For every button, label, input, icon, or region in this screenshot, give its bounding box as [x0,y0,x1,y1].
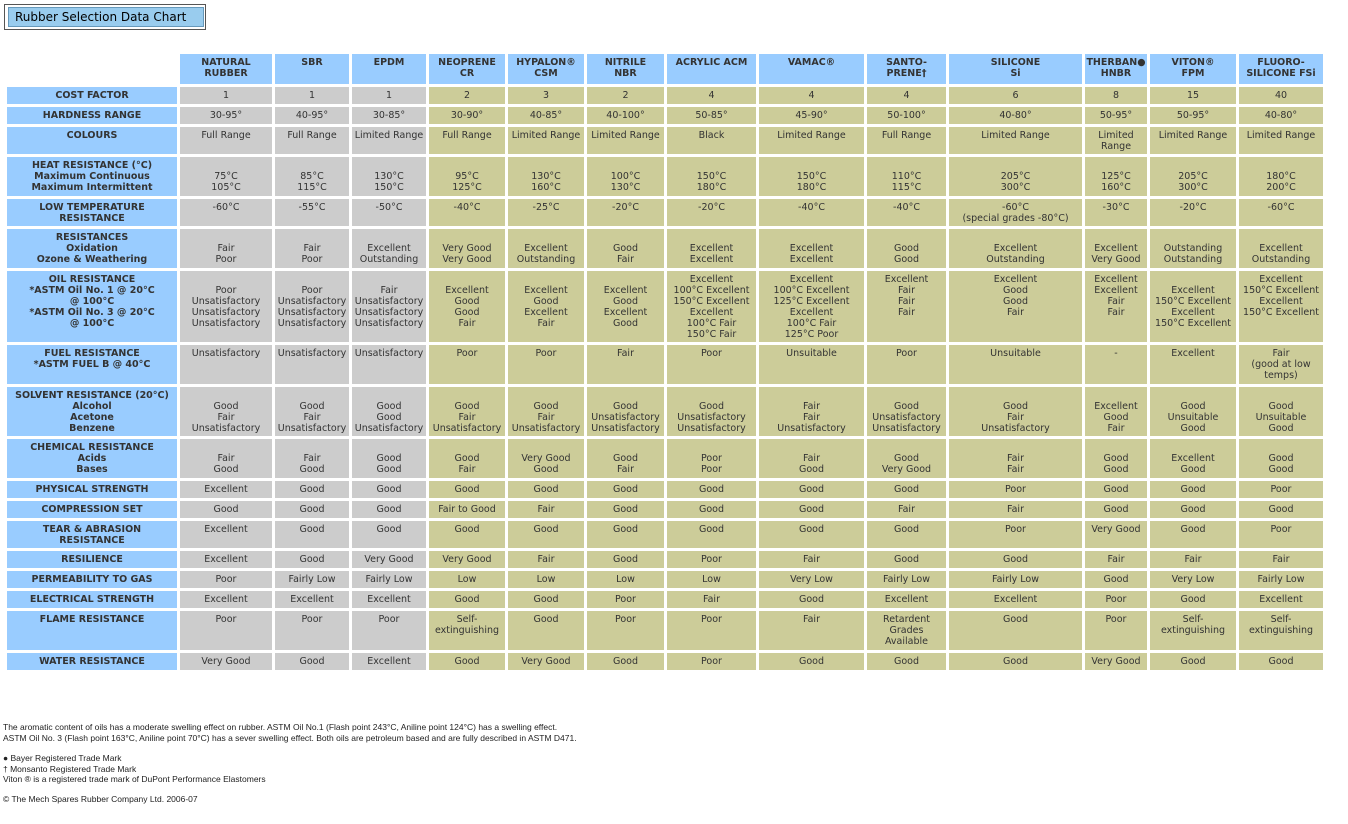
table-cell: Poor [587,591,664,608]
table-cell: Poor [949,481,1082,498]
table-cell: 205°C 300°C [949,157,1082,196]
table-cell: 110°C 115°C [867,157,946,196]
table-cell: Excellent 150°C Excellent Excellent 150°C Excellent [1150,271,1236,342]
table-cell: 1 [275,87,349,104]
table-cell: Fair [949,501,1082,518]
table-body [7,87,1323,670]
table-cell: -55°C [275,199,349,226]
row-label: HEAT RESISTANCE (°C) Maximum Continuous Maximum Intermittent [7,157,177,196]
table-cell: Good [1150,591,1236,608]
row-label: RESILIENCE [7,551,177,568]
table-cell: Good [352,481,426,498]
table-cell: Fairly Low [275,571,349,588]
table-cell: Fair Good [759,439,864,478]
table-cell: Poor Poor [667,439,756,478]
table-cell: Excellent Good Fair [1085,387,1147,436]
trademark-monsanto: † Monsanto Registered Trade Mark [3,763,137,774]
table-cell: Good [587,501,664,518]
table-cell: 6 [949,87,1082,104]
table-cell: 40-85° [508,107,584,124]
table-cell: Full Range [275,127,349,154]
row-label: ELECTRICAL STRENGTH [7,591,177,608]
table-cell: Good [180,501,272,518]
table-row [7,653,1323,670]
table-cell: Limited Range [508,127,584,154]
table-cell: 1 [352,87,426,104]
table-cell: Good [429,653,505,670]
table-cell: Excellent [867,591,946,608]
table-cell: Fair [1150,551,1236,568]
row-label: SOLVENT RESISTANCE (20°C) Alcohol Acetone Benzene [7,387,177,436]
table-cell: 15 [1150,87,1236,104]
column-header: NATURAL RUBBER [180,54,272,84]
table-row [7,571,1323,588]
table-row [7,199,1323,226]
table-cell: Good [1150,501,1236,518]
table-cell: Very Good Good [508,439,584,478]
table-cell: Poor [275,611,349,650]
table-cell: 95°C 125°C [429,157,505,196]
table-cell: Good Fair Unsatisfactory [429,387,505,436]
table-cell: Fair [759,551,864,568]
table-row [7,229,1323,268]
table-cell: Good [508,591,584,608]
table-cell: Poor [949,521,1082,548]
table-cell: Limited Range [1239,127,1323,154]
table-cell: Excellent Good [1150,439,1236,478]
table-cell: Good Fair Unsatisfactory [949,387,1082,436]
table-cell: 75°C 105°C [180,157,272,196]
table-cell: Excellent Outstanding [352,229,426,268]
table-cell: Good Unsuitable Good [1150,387,1236,436]
table-cell: Limited Range [949,127,1082,154]
table-cell: Very Low [1150,571,1236,588]
table-cell: Good Unsuitable Good [1239,387,1323,436]
title-frame [4,4,206,30]
table-cell: Good [1150,481,1236,498]
table-cell: Very Good Very Good [429,229,505,268]
table-cell: Very Good [180,653,272,670]
table-cell: Good Fair [587,229,664,268]
table-cell: 4 [759,87,864,104]
table-cell: Poor [667,653,756,670]
table-cell: Excellent Excellent Fair Fair [1085,271,1147,342]
table-cell: Good [429,481,505,498]
table-row [7,611,1323,650]
table-row [7,157,1323,196]
table-cell: Poor Unsatisfactory Unsatisfactory Unsatisfactory [275,271,349,342]
column-header: ACRYLIC ACM [667,54,756,84]
table-cell: 40-80° [949,107,1082,124]
table-cell: Excellent Very Good [1085,229,1147,268]
table-cell: Good [949,653,1082,670]
table-cell: 8 [1085,87,1147,104]
table-cell: Good Unsatisfactory Unsatisfactory [667,387,756,436]
table-cell: Good [275,653,349,670]
table-cell: Excellent Fair Fair Fair [867,271,946,342]
table-cell: Good [587,521,664,548]
table-cell: Fairly Low [1239,571,1323,588]
row-label: CHEMICAL RESISTANCE Acids Bases [7,439,177,478]
table-cell: Self- extinguishing [1150,611,1236,650]
table-cell: 180°C 200°C [1239,157,1323,196]
table-cell: Excellent Good Excellent Fair [508,271,584,342]
trademark-viton: Viton ® is a registered trade mark of DuPont Performance Elastomers [3,774,266,784]
table-cell: Excellent [180,591,272,608]
table-cell: Poor [1085,611,1147,650]
table-cell: Retardent Grades Available [867,611,946,650]
trademark-notes [3,753,266,785]
table-cell: Very Good [508,653,584,670]
page-title: Rubber Selection Data Chart [8,7,204,27]
table-cell: Good Good [1085,439,1147,478]
rubber-data-table [4,51,1326,673]
table-cell: 85°C 115°C [275,157,349,196]
table-cell: 30-90° [429,107,505,124]
row-label: TEAR & ABRASION RESISTANCE [7,521,177,548]
table-cell: Excellent Good Good Fair [429,271,505,342]
table-cell: Good [1150,521,1236,548]
table-cell: Good [1239,653,1323,670]
oil-note-line-2: ASTM Oil No. 3 (Flash point 163°C, Aniline point 70°C) has a sever swelling effect. Both oils are petroleum based and are fully described in ASTM D471. [3,732,577,743]
row-label: FUEL RESISTANCE *ASTM FUEL B @ 40°C [7,345,177,384]
table-cell: Good [867,653,946,670]
table-row [7,481,1323,498]
table-cell: 50-95° [1085,107,1147,124]
table-row [7,271,1323,342]
table-cell: Fair (good at low temps) [1239,345,1323,384]
table-cell: Poor Unsatisfactory Unsatisfactory Unsatisfactory [180,271,272,342]
column-header: THERBAN● HNBR [1085,54,1147,84]
table-cell: Good Unsatisfactory Unsatisfactory [867,387,946,436]
table-cell: Good Fair Unsatisfactory [275,387,349,436]
row-label: WATER RESISTANCE [7,653,177,670]
table-cell: Self- extinguishing [429,611,505,650]
column-header: VAMAC® [759,54,864,84]
table-cell: Good [275,521,349,548]
table-row [7,107,1323,124]
table-cell: Poor [180,611,272,650]
table-cell: Very Good [1085,521,1147,548]
row-label: COST FACTOR [7,87,177,104]
table-cell: -40°C [429,199,505,226]
column-header: SILICONE Si [949,54,1082,84]
table-cell: Good [587,551,664,568]
copyright: © The Mech Spares Rubber Company Ltd. 2006-07 [3,794,198,804]
table-cell: Excellent [180,521,272,548]
table-cell: -20°C [667,199,756,226]
table-cell: Fair Good [180,439,272,478]
table-cell: Fairly Low [352,571,426,588]
table-cell: Excellent [949,591,1082,608]
table-cell: -60°C (special grades -80°C) [949,199,1082,226]
table-cell: Good [867,521,946,548]
table-cell: Unsatisfactory [275,345,349,384]
table-cell: Fair to Good [429,501,505,518]
table-cell: Good Very Good [867,439,946,478]
table-cell: Fair Unsatisfactory Unsatisfactory Unsatisfactory [352,271,426,342]
table-cell: Good [1239,501,1323,518]
table-cell: Low [667,571,756,588]
column-header: HYPALON® CSM [508,54,584,84]
table-cell: Self- extinguishing [1239,611,1323,650]
table-cell: -60°C [1239,199,1323,226]
table-cell: -20°C [1150,199,1236,226]
table-cell: Excellent 100°C Excellent 125°C Excellent Excellent 100°C Fair 125°C Poor [759,271,864,342]
column-header: FLUORO- SILICONE FSi [1239,54,1323,84]
table-cell: - [1085,345,1147,384]
table-cell: 4 [867,87,946,104]
table-cell: Good [867,481,946,498]
table-cell: Excellent Outstanding [508,229,584,268]
row-label: FLAME RESISTANCE [7,611,177,650]
table-cell: Good [508,611,584,650]
table-cell: Poor [352,611,426,650]
table-cell: 50-100° [867,107,946,124]
table-cell: Good Good [352,439,426,478]
table-cell: Good [667,481,756,498]
table-cell: 50-85° [667,107,756,124]
table-cell: Fairly Low [867,571,946,588]
table-cell: Very Good [429,551,505,568]
table-cell: Excellent Excellent [759,229,864,268]
table-cell: -60°C [180,199,272,226]
table-cell: Good [275,481,349,498]
table-cell: -50°C [352,199,426,226]
row-label: LOW TEMPERATURE RESISTANCE [7,199,177,226]
table-cell: Good [1150,653,1236,670]
table-cell: Limited Range [587,127,664,154]
row-label: COMPRESSION SET [7,501,177,518]
table-cell: Excellent Good Good Fair [949,271,1082,342]
table-cell: Poor [1085,591,1147,608]
table-cell: Fair [667,591,756,608]
table-cell: Fair [1085,551,1147,568]
column-header: SANTO- PRENE† [867,54,946,84]
table-cell: Excellent [180,551,272,568]
table-cell: Limited Range [1085,127,1147,154]
table-cell: Good Fair Unsatisfactory [180,387,272,436]
table-cell: 100°C 130°C [587,157,664,196]
table-cell: Good [275,501,349,518]
table-cell: 150°C 180°C [759,157,864,196]
row-label: RESISTANCES Oxidation Ozone & Weathering [7,229,177,268]
table-cell: 2 [587,87,664,104]
header-row [7,54,1323,84]
table-cell: 1 [180,87,272,104]
header-corner [7,54,177,84]
table-cell: Excellent [275,591,349,608]
table-cell: Poor [867,345,946,384]
table-cell: Poor [667,611,756,650]
table-cell: Poor [667,551,756,568]
table-cell: 125°C 160°C [1085,157,1147,196]
table-cell: 40 [1239,87,1323,104]
table-cell: Good [759,501,864,518]
table-cell: Good Fair Unsatisfactory [508,387,584,436]
table-cell: Good Good [867,229,946,268]
table-cell: 30-95° [180,107,272,124]
table-row [7,439,1323,478]
table-cell: Poor [508,345,584,384]
row-label: PHYSICAL STRENGTH [7,481,177,498]
table-cell: Unsuitable [759,345,864,384]
table-cell: Good [949,551,1082,568]
table-cell: Good [949,611,1082,650]
table-cell: 205°C 300°C [1150,157,1236,196]
table-cell: Good [759,591,864,608]
table-cell: Fair [587,345,664,384]
table-cell: 40-100° [587,107,664,124]
row-label: HARDNESS RANGE [7,107,177,124]
table-cell: Good [508,481,584,498]
table-cell: Outstanding Outstanding [1150,229,1236,268]
table-cell: Limited Range [352,127,426,154]
row-label: COLOURS [7,127,177,154]
table-cell: 30-85° [352,107,426,124]
table-cell: Full Range [429,127,505,154]
row-label: PERMEABILITY TO GAS [7,571,177,588]
table-cell: Good [667,501,756,518]
column-header: NITRILE NBR [587,54,664,84]
table-cell: Low [429,571,505,588]
table-cell: Unsuitable [949,345,1082,384]
table-cell: Limited Range [759,127,864,154]
column-header: SBR [275,54,349,84]
table-cell: Fair [867,501,946,518]
table-cell: Fair Good [275,439,349,478]
table-cell: Fairly Low [949,571,1082,588]
table-cell: Good [352,501,426,518]
table-row [7,127,1323,154]
table-row [7,387,1323,436]
table-cell: Good Unsatisfactory Unsatisfactory [587,387,664,436]
table-cell: Fair Fair Unsatisfactory [759,387,864,436]
table-cell: Poor [587,611,664,650]
table-cell: Excellent Good Excellent Good [587,271,664,342]
table-cell: Fair [508,551,584,568]
table-cell: -20°C [587,199,664,226]
table-cell: Poor [1239,521,1323,548]
table-cell: Excellent Outstanding [1239,229,1323,268]
table-cell: Good Good [1239,439,1323,478]
table-cell: Low [587,571,664,588]
table-cell: Excellent [352,591,426,608]
table-cell: -25°C [508,199,584,226]
table-cell: Low [508,571,584,588]
table-cell: Full Range [867,127,946,154]
table-cell: Good [1085,571,1147,588]
table-cell: Good [429,521,505,548]
table-cell: 2 [429,87,505,104]
table-cell: Good [508,521,584,548]
table-cell: Excellent [1150,345,1236,384]
table-row [7,551,1323,568]
table-cell: 3 [508,87,584,104]
table-cell: Good [867,551,946,568]
table-cell: -40°C [867,199,946,226]
table-cell: 50-95° [1150,107,1236,124]
table-cell: Good [587,481,664,498]
table-cell: Good [759,521,864,548]
table-row [7,345,1323,384]
table-cell: Full Range [180,127,272,154]
table-cell: Poor [180,571,272,588]
table-cell: -40°C [759,199,864,226]
table-cell: Fair [759,611,864,650]
table-cell: Excellent [352,653,426,670]
table-cell: Good [587,653,664,670]
table-cell: Excellent [1239,591,1323,608]
table-cell: Good [667,521,756,548]
table-cell: Excellent [180,481,272,498]
table-cell: Good [1085,501,1147,518]
table-cell: Unsatisfactory [352,345,426,384]
table-cell: Poor [1239,481,1323,498]
column-header: EPDM [352,54,426,84]
column-header: VITON® FPM [1150,54,1236,84]
table-cell: 45-90° [759,107,864,124]
table-cell: 130°C 160°C [508,157,584,196]
table-row [7,87,1323,104]
table-cell: Fair Poor [180,229,272,268]
table-cell: 4 [667,87,756,104]
table-cell: Excellent Outstanding [949,229,1082,268]
table-cell: Good [759,653,864,670]
table-cell: 40-80° [1239,107,1323,124]
table-cell: Excellent 100°C Excellent 150°C Excellent Excellent 100°C Fair 150°C Fair [667,271,756,342]
table-cell: Black [667,127,756,154]
table-cell: Poor [429,345,505,384]
table-cell: Good Fair [587,439,664,478]
column-header: NEOPRENE CR [429,54,505,84]
table-cell: Good Fair [429,439,505,478]
table-row [7,521,1323,548]
table-cell: 150°C 180°C [667,157,756,196]
table-cell: Excellent 150°C Excellent Excellent 150°C Excellent [1239,271,1323,342]
table-row [7,501,1323,518]
table-cell: Very Good [1085,653,1147,670]
table-cell: Excellent Excellent [667,229,756,268]
row-label: OIL RESISTANCE *ASTM Oil No. 1 @ 20°C @ 100°C *ASTM Oil No. 3 @ 20°C @ 100°C [7,271,177,342]
table-cell: Limited Range [1150,127,1236,154]
table-cell: Fair Poor [275,229,349,268]
trademark-bayer: ● Bayer Registered Trade Mark [3,753,122,763]
oil-note [3,722,577,743]
table-cell: Good [275,551,349,568]
table-cell: Good [429,591,505,608]
table-cell: Good [759,481,864,498]
table-cell: Good [1085,481,1147,498]
table-cell: Fair Fair [949,439,1082,478]
table-cell: Unsatisfactory [180,345,272,384]
table-row [7,591,1323,608]
table-cell: Fair [508,501,584,518]
table-cell: 130°C 150°C [352,157,426,196]
table-cell: Good [352,521,426,548]
table-cell: Very Low [759,571,864,588]
table-cell: Very Good [352,551,426,568]
table-cell: 40-95° [275,107,349,124]
table-cell: Fair [1239,551,1323,568]
table-cell: Good Good Unsatisfactory [352,387,426,436]
table-cell: Poor [667,345,756,384]
oil-note-line-1: The aromatic content of oils has a moderate swelling effect on rubber. ASTM Oil No.1 (Flash point 243°C, Aniline point 124°C) has a swelling effect. [3,722,558,732]
table-cell: -30°C [1085,199,1147,226]
